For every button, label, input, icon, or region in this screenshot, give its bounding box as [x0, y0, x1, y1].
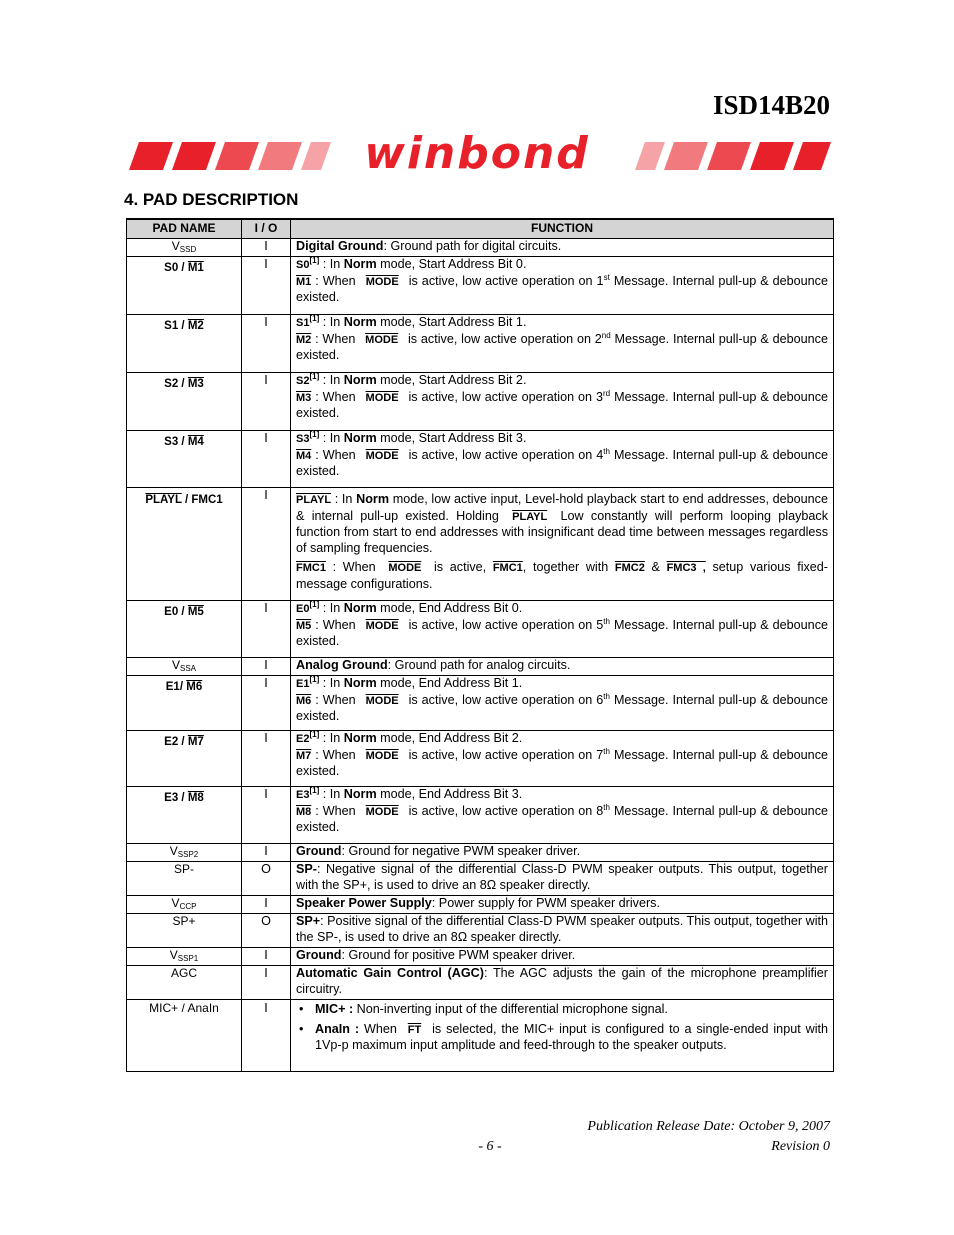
pad-name: S3 / M4 [127, 431, 242, 488]
table-row [127, 914, 834, 948]
publication-date: Publication Release Date: October 9, 2007 [587, 1119, 830, 1134]
pad-name: E0 / M5 [127, 601, 242, 658]
logo-stripes-left [129, 142, 331, 170]
pad-name: $V_{SSD}$ [127, 239, 242, 257]
pad-io: I [242, 315, 291, 373]
table-header-row [127, 219, 834, 239]
pad-name: S1 / M2 [127, 315, 242, 373]
pad-io: I [242, 731, 291, 787]
pad-function [291, 1000, 834, 1072]
pad-io: I [242, 488, 291, 601]
logo-stripes-right [635, 142, 831, 170]
pad-function: Ground: Ground for negative PWM speaker driver. [291, 844, 834, 862]
pad-function: S2[1] : In Norm mode, Start Address Bit 2. M3 : When MODE is active, low active operation on 3rd Message. Internal pull-up & debounce existed. [291, 373, 834, 431]
pad-name: $V_{SSP2}$ [127, 844, 242, 862]
pad-function: Automatic Gain Control (AGC): The AGC adjusts the gain of the microphone preamplifier circuitry. [291, 966, 834, 1000]
table-row [127, 601, 834, 658]
table-row [127, 676, 834, 731]
table-row [127, 1000, 834, 1072]
pad-function: Analog Ground: Ground path for analog circuits. [291, 658, 834, 676]
pad-io: I [242, 257, 291, 315]
pad-name: PLAYL / FMC1 [127, 488, 242, 601]
pad-function: S0[1] : In Norm mode, Start Address Bit 0. M1 : When MODE is active, low active operation on 1st Message. Internal pull-up & debounce existed. [291, 257, 834, 315]
table-row [127, 896, 834, 914]
pad-name: AGC [127, 966, 242, 1000]
table-row [127, 431, 834, 488]
pad-name: $V_{SSA}$ [127, 658, 242, 676]
header-function: FUNCTION [291, 219, 834, 239]
table-row [127, 257, 834, 315]
pad-function: Ground: Ground for positive PWM speaker driver. [291, 948, 834, 966]
pad-name: S2 / M3 [127, 373, 242, 431]
pad-name: E2 / M7 [127, 731, 242, 787]
pad-function: S1[1] : In Norm mode, Start Address Bit 1. M2 : When MODE is active, low active operation on 2nd Message. Internal pull-up & debounce existed. [291, 315, 834, 373]
list-item: • AnaIn : When $\overline{FT}$ is selected, the MIC+ input is configured to a single-ended input with 1Vp-p maximum input amplitude and feed-through to the speaker outputs. [296, 1022, 828, 1054]
pad-function: Speaker Power Supply: Power supply for PWM speaker drivers. [291, 896, 834, 914]
page-number: - 6 - [478, 1139, 502, 1154]
pad-io: I [242, 676, 291, 731]
pad-name: $V_{SSP1}$ [127, 948, 242, 966]
pad-function: E3[1] : In Norm mode, End Address Bit 3. M8 : When MODE is active, low active operation on 8th Message. Internal pull-up & debounce existed. [291, 787, 834, 844]
table-row [127, 966, 834, 1000]
pad-function: E0[1] : In Norm mode, End Address Bit 0. M5 : When MODE is active, low active operation on 5th Message. Internal pull-up & debounce existed. [291, 601, 834, 658]
table-row [127, 844, 834, 862]
pad-function: SP-: Negative signal of the differential Class-D PWM speaker outputs. This output, together with the SP+, is used to drive an 8Ω speaker directly. [291, 862, 834, 896]
table-row [127, 948, 834, 966]
pad-io: O [242, 862, 291, 896]
winbond-logo [125, 128, 831, 174]
document-id: ISD14B20 [712, 90, 830, 120]
pad-name: $V_{CCP}$ [127, 896, 242, 914]
pad-io: I [242, 658, 291, 676]
table-row [127, 488, 834, 601]
pad-name: SP- [127, 862, 242, 896]
pad-function: PLAYL : In Norm mode, low active input, Level-hold playback start to end addresses, debounce & internal pull-up existed. Holding PLAYL Low constantly will perform looping playback function from start to end addresses with insignificant dead time between messages regardless of sampling frequencies. FMC1 : When MODE is active, FMC1, together with FMC2 & FMC3 , setup various fixed-message configurations. [291, 488, 834, 601]
revision: Revision 0 [771, 1139, 830, 1154]
pad-function: E1[1] : In Norm mode, End Address Bit 1. M6 : When MODE is active, low active operation on 6th Message. Internal pull-up & debounce existed. [291, 676, 834, 731]
pad-io: I [242, 966, 291, 1000]
pad-description-table [126, 218, 834, 1072]
pad-io: I [242, 239, 291, 257]
table-row [127, 787, 834, 844]
pad-name: E3 / M8 [127, 787, 242, 844]
table-row [127, 862, 834, 896]
section-title: 4. PAD DESCRIPTION [124, 190, 299, 209]
pad-name: SP+ [127, 914, 242, 948]
header-io: I / O [242, 219, 291, 239]
pad-io: I [242, 601, 291, 658]
table-row [127, 658, 834, 676]
pad-function: E2[1] : In Norm mode, End Address Bit 2. M7 : When MODE is active, low active operation on 7th Message. Internal pull-up & debounce existed. [291, 731, 834, 787]
pad-function: Digital Ground: Ground path for digital circuits. [291, 239, 834, 257]
pad-io: I [242, 896, 291, 914]
pad-io: I [242, 1000, 291, 1072]
pad-io: I [242, 787, 291, 844]
pad-io: I [242, 948, 291, 966]
pad-io: I [242, 373, 291, 431]
logo-wordmark: winbond [364, 128, 590, 174]
table-row [127, 731, 834, 787]
pad-function: S3[1] : In Norm mode, Start Address Bit 3. M4 : When MODE is active, low active operation on 4th Message. Internal pull-up & debounce existed. [291, 431, 834, 488]
pad-function: SP+: Positive signal of the differential Class-D PWM speaker outputs. This output, together with the SP-, is used to drive an 8Ω speaker directly. [291, 914, 834, 948]
list-item: • MIC+ : Non-inverting input of the differential microphone signal. [296, 1002, 828, 1018]
table-row [127, 373, 834, 431]
table-row [127, 315, 834, 373]
pad-io: I [242, 431, 291, 488]
pad-io: O [242, 914, 291, 948]
table-row [127, 239, 834, 257]
pad-io: I [242, 844, 291, 862]
header-pad-name: PAD NAME [127, 219, 242, 239]
pad-name: E1/ M6 [127, 676, 242, 731]
pad-name: MIC+ / AnaIn [127, 1000, 242, 1072]
pad-name: S0 / M1 [127, 257, 242, 315]
